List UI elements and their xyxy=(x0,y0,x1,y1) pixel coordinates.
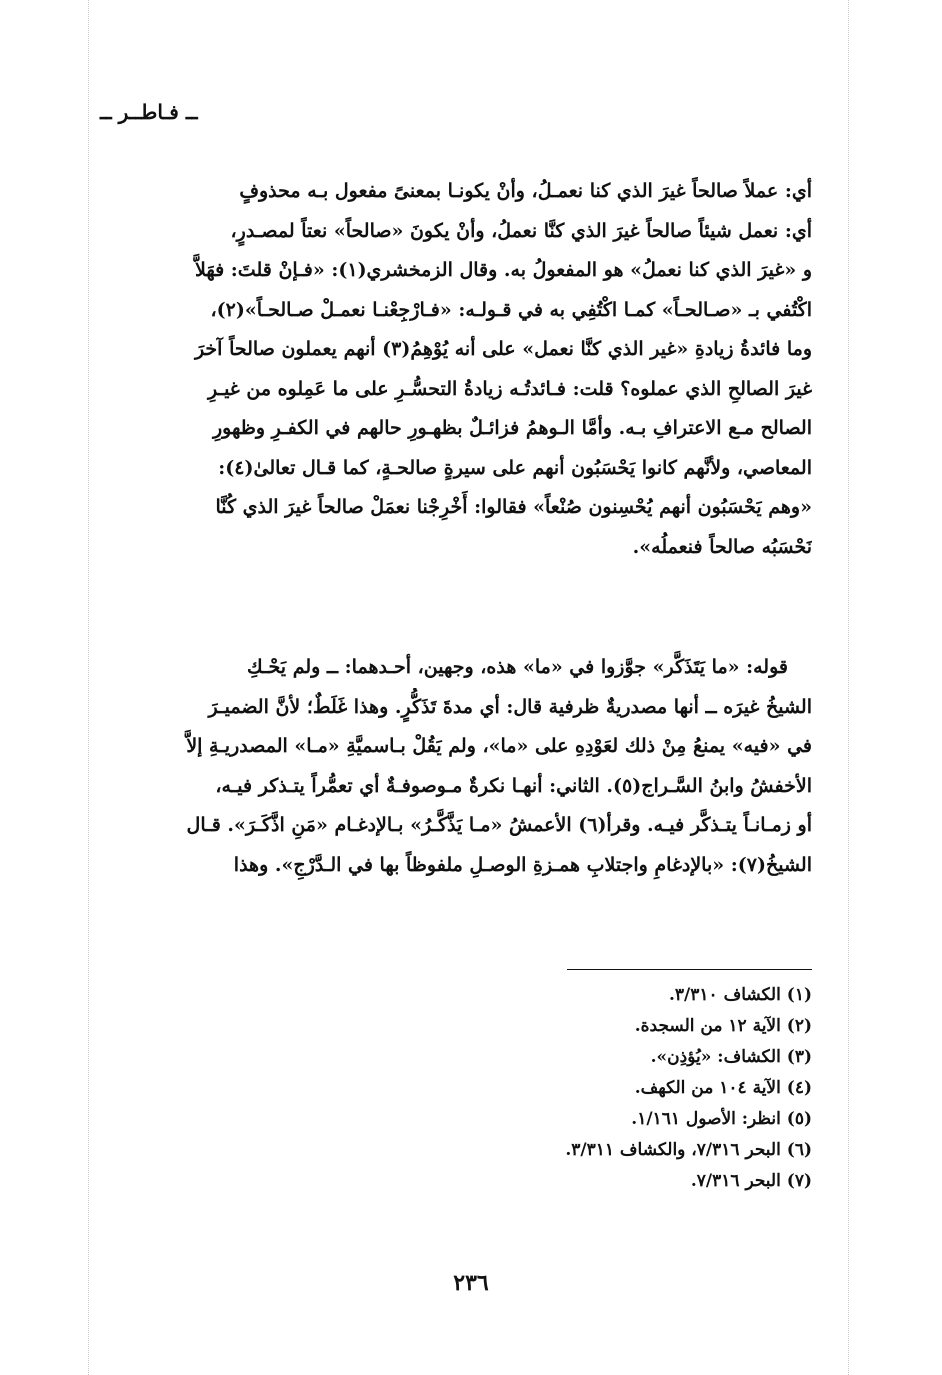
footnote-number: (٣) xyxy=(786,1047,812,1067)
text-line: وما فائدةُ زيادةِ «غير الذي كنَّا نعمل» على أنه يُوْهِمُ(٣) أنهم يعملون صالحاً آخرَ xyxy=(194,338,812,360)
footnote-text: الكشاف ٣/٣١٠. xyxy=(669,985,781,1005)
footnotes xyxy=(420,980,812,1197)
footnote xyxy=(420,1011,812,1042)
footnote-text: الآية ١٢ من السجدة. xyxy=(634,1016,781,1036)
text-line: «وهم يَحْسَبُون أنهم يُحْسِنون صُنْعاً» فقالوا: أَخْرِجْنا نعمَلْ صالحاً غيرَ الذي كُنَّا xyxy=(215,496,812,518)
paragraph-2 xyxy=(118,648,812,885)
text-line: في «فيه» يمنعُ مِنْ ذلك لعَوْدِهِ على «ما»، ولم يَقُلْ بـاسميَّةِ «مـا» المصدريـةِ إلاَّ xyxy=(186,735,812,757)
text-line: الصالح مـع الاعترافِ بـه. وأمَّا الـوهمُ فزائـلٌ بظهـورِ حالهم في الكفـرِ وظهورِ xyxy=(212,417,812,439)
text-line: الشيخُ غيرَه ــ أنها مصدريةٌ ظرفية قال: أي مدةَ تَذَكُّرٍ. وهذا غَلَطٌ؛ لأنَّ الضميـرَ xyxy=(208,695,812,718)
paragraph-1 xyxy=(118,172,812,567)
footnote-text: البحر ٧/٣١٦، والكشاف ٣/٣١١. xyxy=(565,1140,781,1160)
text-line: الأخفشُ وابنُ السَّـراج(٥). الثاني: أنهـا نكرةٌ مـوصوفـةٌ أي تعمُّراً يتـذكر فيـه، xyxy=(215,774,812,797)
footnote-number: (١) xyxy=(786,985,812,1005)
text-line: نَحْسَبُه صالحاً فنعملُه». xyxy=(632,535,812,558)
text-line: الشيخُ(٧): «بالإدغامِ واجتلابِ همـزةِ الوصـلِ ملفوظاً بها في الـدَّرْجِ». وهذا xyxy=(233,853,812,876)
footnote xyxy=(420,1135,812,1166)
footnote xyxy=(420,1104,812,1135)
footnote-divider xyxy=(567,969,812,970)
footnote-number: (٤) xyxy=(786,1078,812,1098)
footnote xyxy=(420,1042,812,1073)
footnote-number: (٦) xyxy=(786,1140,812,1160)
footnote-text: انظر: الأصول ١/١٦١. xyxy=(631,1109,781,1129)
text-line: المعاصي، ولأنَّهم كانوا يَحْسَبُون أنهم على سيرةٍ صالحـةٍ، كما قـال تعالىٰ(٤): xyxy=(218,456,812,479)
scan-guide-line xyxy=(848,0,849,1375)
footnote-number: (٢) xyxy=(786,1016,812,1036)
text-line: أو زمـانـاً يتـذكَّر فيـه. وقرأ(٦) الأعمشُ «مـا يَذَّكَّـرُ» بـالإدغـام «مَنِ اذَّكَـرَ». قـال xyxy=(186,814,812,836)
footnote-number: (٥) xyxy=(786,1109,812,1129)
page-number: ٢٣٦ xyxy=(453,1270,489,1296)
footnote xyxy=(420,1073,812,1104)
scan-guide-line xyxy=(88,0,89,1375)
footnote-text: الآية ١٠٤ من الكهف. xyxy=(634,1078,781,1098)
footnote xyxy=(420,980,812,1011)
running-header: ــ فـاطــر ــ xyxy=(100,100,198,124)
text-line: و «غيرَ الذي كنا نعملُ» هو المفعولُ به. وقال الزمخشري(١): «فـإنْ قلتَ: فهَلاَّ xyxy=(195,259,812,281)
text-line: غيرَ الصالحِ الذي عملوه؟ قلت: فـائدتُـه زيادةُ التحسُّـرِ على ما عَمِلوه من غيـرِ xyxy=(208,377,812,400)
footnote-text: البحر ٧/٣١٦. xyxy=(690,1171,781,1191)
text-line: قوله: «ما يَتَذَكَّر» جوَّزوا في «ما» هذه، وجهين، أحـدهما: ــ ولم يَحْـكِ xyxy=(246,656,788,678)
footnote xyxy=(420,1166,812,1197)
text-line: أي: عملاً صالحاً غيرَ الذي كنا نعمـلُ، وأنْ يكونـا بمعنىً مفعول بـه محذوفٍ xyxy=(239,180,812,202)
text-line: اكْتُفي بـ «صـالحـاً» كمـا اكْتُفِي به في قـولـه: «فـارْجِعْنـا نعمـلْ صـالحـاً»(٢)، xyxy=(210,298,812,321)
text-line: أي: نعمل شيئاً صالحاً غيرَ الذي كنَّا نعملُ، وأنْ يكونَ «صالحاً» نعتاً لمصـدرٍ، xyxy=(230,219,812,242)
footnote-number: (٧) xyxy=(786,1171,812,1191)
footnote-text: الكشاف: «يُؤذِن». xyxy=(650,1047,781,1067)
